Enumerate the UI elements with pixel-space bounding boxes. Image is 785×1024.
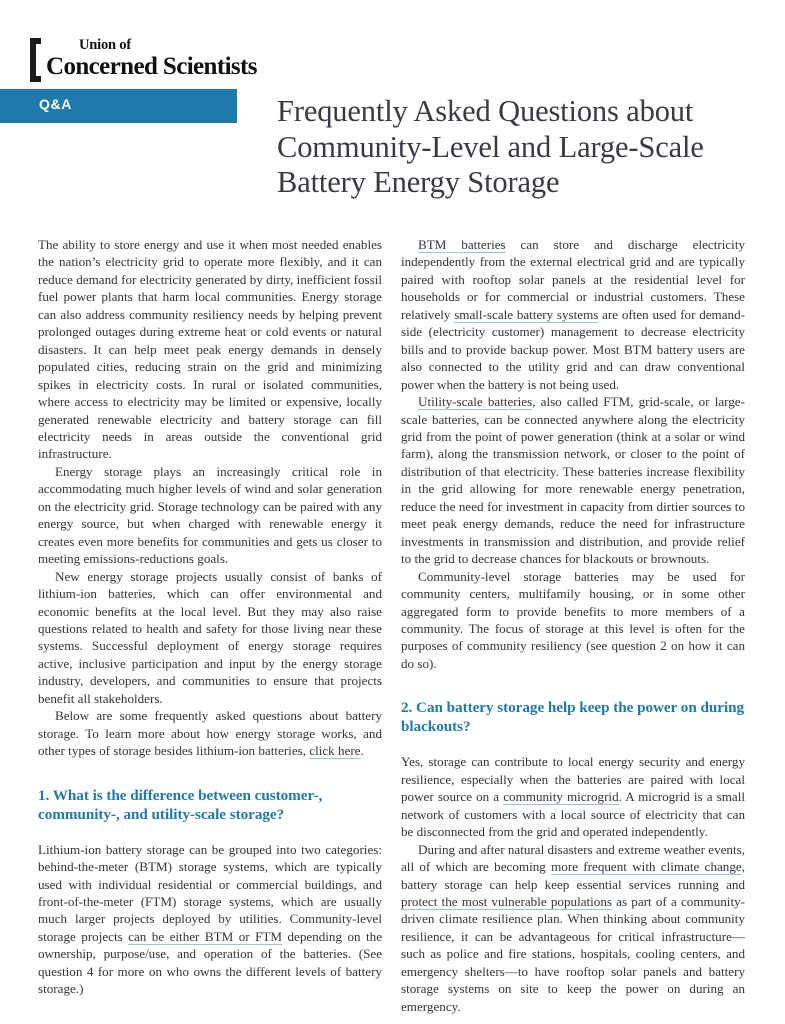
column-right xyxy=(401,236,745,1015)
column-left xyxy=(38,236,382,998)
question-2-paragraph-2-mid: , battery storage can help keep essential services running and xyxy=(401,859,745,892)
logo-wordmark xyxy=(46,38,257,79)
link-small-scale-battery-systems[interactable]: small-scale battery systems xyxy=(454,306,599,322)
question-1-paragraph-1-text: Lithium-ion battery storage can be grouped into two categories: behind-the-meter (BTM) storage systems, which are typically used with individual residential or commercial buildings, and front-of-the-meter (FTM) storage systems, which are usually much larger projects deployed by utilities. Community-level storage projects xyxy=(38,841,382,944)
spacer-before-question-2 xyxy=(401,672,745,698)
spacer-before-question-1 xyxy=(38,760,382,786)
paragraph-intro-3: New energy storage projects usually consist of banks of lithium-ion batteries, which can offer environmental and economic benefits at the local level. But they may also raise questions related to health and safety for those living near these systems. Successful deployment of energy storage requires active, inclusive participation and input by the energy storage industry, developers, and communities to ensure that projects benefit all stakeholders. xyxy=(38,568,382,706)
logo-line-concerned-scientists: Concerned Scientists xyxy=(46,52,257,80)
paragraph-btm-batteries-end: are often used for demand-side (electricity customer) management to decrease electricity bills and to provide backup power. Most BTM battery users are also connected to the utility grid and can draw conventional power when the battery is not being used. xyxy=(401,306,746,392)
link-utility-scale-batteries[interactable]: Utility-scale batteries xyxy=(418,394,533,410)
qa-badge-label: Q&A xyxy=(39,96,72,112)
paragraph-utility-scale-text: , also called FTM, grid-scale, or large-scale batteries, can be connected anywhere along the electricity grid from the point of power generation (think at a solar or wind farm), along the transmission network, or closer to the point of distribution of that electricity. These batteries increase flexibility in the grid allowing for more renewable energy penetration, reduce the need for investment in capacity from dirtier sources to meet peak energy demands, reduce the need for infrastructure investments in transmission and distribution, and provide relief to the grid to decrease chances for blackouts or brownouts. xyxy=(401,394,745,567)
qa-badge-bar xyxy=(0,89,237,123)
page-title xyxy=(277,94,767,201)
question-2-heading: 2. Can battery storage help keep the power on during blackouts? xyxy=(401,699,745,736)
page-title-line-3: Battery Energy Storage xyxy=(277,165,560,200)
page-title-line-1: Frequently Asked Questions about xyxy=(277,94,694,129)
link-community-microgrid[interactable]: community microgrid xyxy=(503,789,619,805)
paragraph-intro-1: The ability to store energy and use it when most needed enables the nation’s electricity grid to operate more flexibly, and it can reduce demand for electricity generated by dirty, inefficient fossil fuel power plants that harm local communities. Energy storage can also address community resiliency needs by helping prevent prolonged outages during extreme heat or cold events or natural disasters. It can help meet peak energy demands in densely populated cities, reducing strain on the grid and minimizing spikes in electricity costs. In rural or isolated communities, where access to electricity may be limited or expensive, locally generated renewable electricity and battery storage can fill electricity needs in areas outside the conventional grid infrastructure. xyxy=(38,237,382,462)
open-bracket-icon xyxy=(30,38,41,82)
paragraph-intro-4-tail: . xyxy=(360,743,364,759)
link-click-here[interactable]: click here xyxy=(309,743,361,759)
question-2-paragraph-2 xyxy=(401,841,745,1016)
paragraph-community-level: Community-level storage batteries may be used for community centers, multifamily housing, or in some other aggregated form to provide benefits to more members of a community. The focus of storage at this level is often for the purposes of community resiliency (see question 2 on how it can do so). xyxy=(401,568,745,671)
ucs-logo[interactable] xyxy=(30,38,257,82)
paragraph-intro-4 xyxy=(38,707,382,759)
question-2-paragraph-1-tail: . A microgrid is a small network of customers with a local source of electricity that can be disconnected from the grid and operated independently. xyxy=(401,789,745,840)
article-body xyxy=(0,236,785,1014)
question-2-paragraph-2-text: During and after natural disasters and extreme weather events, all of which are becoming xyxy=(401,841,745,875)
link-btm-batteries[interactable]: BTM batteries xyxy=(418,237,506,252)
paragraph-btm-batteries-mid: can store and discharge electricity independently from the external electrical grid and are typically paired with rooftop solar panels at the residential level for households or for commercial or industrial customers. These relatively xyxy=(401,237,746,322)
link-more-frequent-with-climate-change[interactable]: more frequent with climate change xyxy=(551,859,742,875)
page-title-line-2: Community-Level and Large-Scale xyxy=(277,129,704,164)
question-2-paragraph-1-text: Yes, storage can contribute to local energy security and energy resilience, especially when the batteries are paired with local power source on a xyxy=(401,754,745,805)
paragraph-btm-batteries xyxy=(401,236,745,393)
spacer-after-question-2 xyxy=(401,736,745,753)
link-protect-vulnerable-populations[interactable]: protect the most vulnerable populations xyxy=(401,893,612,909)
question-1-paragraph-1-tail: depending on the ownership, purpose/use, and operation of the batteries. (See question 4 for more on who owns the different levels of battery storage.) xyxy=(38,928,383,997)
question-2-paragraph-2-tail: as part of a community-driven climate resilience plan. When thinking about community resilience, it can be advantageous for critical infrastructure—such as police and fire stations, hospitals, cooling centers, and emergency shelters—to have rooftop solar panels and battery storage systems on site to keep the power on during an emergency. xyxy=(401,893,745,1014)
spacer-after-question-1 xyxy=(38,824,382,841)
paragraph-utility-scale xyxy=(401,393,745,568)
paragraph-intro-2: Energy storage plays an increasingly critical role in accommodating much higher levels of wind and solar generation on the electricity grid. Storage technology can be paired with any energy source, but when charged with renewable energy it creates even more benefits for communities and gets us closer to meeting emissions-reductions goals. xyxy=(38,463,382,567)
masthead xyxy=(0,0,785,200)
logo-line-union-of: Union of xyxy=(79,37,131,53)
paragraph-intro-4-text: Below are some frequently asked questions about battery storage. To learn more about how energy storage works, and other types of storage besides lithium-ion batteries, xyxy=(38,708,382,759)
question-1-heading: 1. What is the difference between customer-, community-, and utility-scale storage? xyxy=(38,786,323,823)
link-btm-or-ftm[interactable]: can be either BTM or FTM xyxy=(128,928,282,944)
question-2-paragraph-1 xyxy=(401,753,745,840)
question-1-paragraph-1 xyxy=(38,841,382,998)
